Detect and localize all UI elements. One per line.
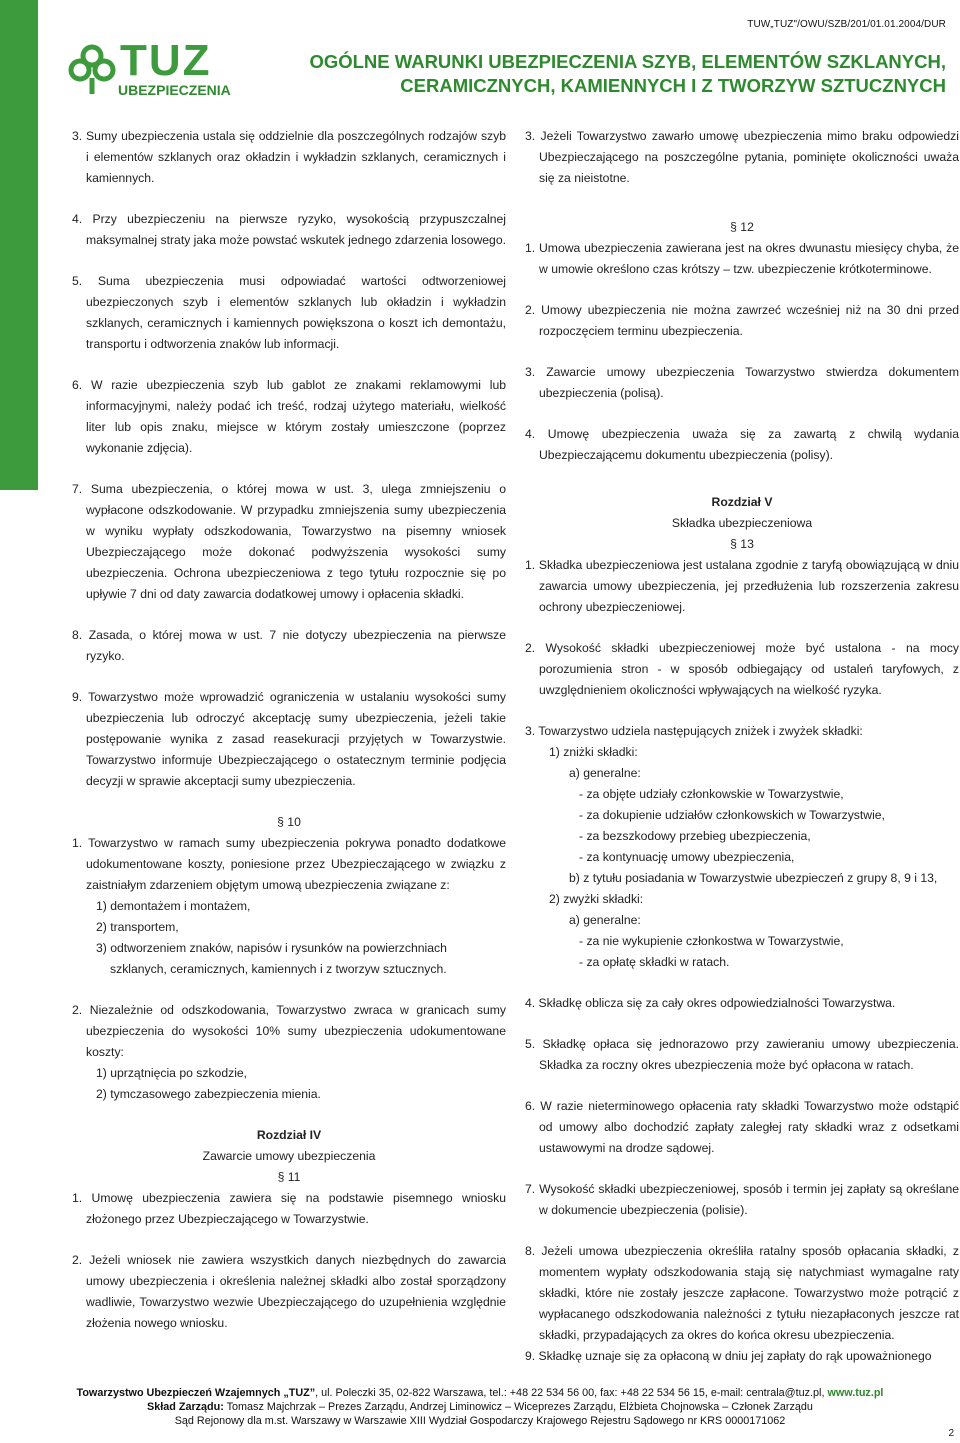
logo-wordmark: TUZ [120,36,212,85]
section-12-para-3: 3. Zawarcie umowy ubezpieczenia Towarzystwo stwierdza dokumentem ubezpieczenia (polisą). [525,365,959,400]
list-item: - za bezszkodowy przebieg ubezpieczenia, [579,829,811,843]
section-13-para-4: 4. Składkę oblicza się za cały okres odpowiedzialności Towarzystwa. [525,996,896,1010]
paragraph-5: 5. Suma ubezpieczenia musi odpowiadać wartości odtworzeniowej ubezpieczonych szyb i elementów szklanych lub okładzin i wykładzin szklanych, ceramicznych i kamiennych powiększona o koszt ich demontażu, transportu i odtworzenia znaków lub informacji. [72,274,506,351]
left-column [72,126,506,1354]
paragraph-6: 6. W razie ubezpieczenia szyb lub gablot ze znakami reklamowymi lub informacyjnymi, należy podać ich treść, rodzaj użytego materiału, wielkość liter lub opis znaku, miejsce w którym zostały umieszczone (poprzez wykonanie zdjęcia). [72,378,506,455]
title-line-1: OGÓLNE WARUNKI UBEZPIECZENIA SZYB, ELEMENTÓW SZKLANYCH, [309,51,946,72]
list-item: - za nie wykupienie członkostwa w Towarzystwie, [579,934,844,948]
footer-court: Sąd Rejonowy dla m.st. Warszawy w Warszawie XIII Wydział Gospodarczy Krajowego Rejestru Sądowego nr KRS 0000171062 [174,1415,786,1427]
list-item: 1) demontażem i montażem, [96,899,251,913]
paragraph-7: 7. Suma ubezpieczenia, o której mowa w ust. 3, ulega zmniejszeniu o wypłacone odszkodowanie. W przypadku zmniejszenia sumy ubezpieczenia w wyniku wypłaty odszkodowania, Towarzystwo na pisemny wniosek Ubezpieczającego może dokonać podwyższenia wysokości sumy ubezpieczenia. Ochrona ubezpieczeniowa z tego tytułu rozpocznie się po upływie 7 dni od daty zawarcia dodatkowej umowy i opłacenia składki. [72,482,506,601]
section-13-para-1: 1. Składka ubezpieczeniowa jest ustalana zgodnie z taryfą obowiązującą w dniu zawarcia umowy ubezpieczenia, jej przedłużenia lub rozszerzenia zakresu ochrony ubezpieczeniowej. [525,558,959,614]
discounts-group: b) z tytułu posiadania w Towarzystwie ubezpieczeń z grupy 8, 9 i 13, [569,871,938,885]
footer-line-1 [0,1386,960,1400]
footer [0,1386,960,1428]
right-column [525,126,959,1387]
paragraph-3-right: 3. Jeżeli Towarzystwo zawarło umowę ubezpieczenia mimo braku odpowiedzi Ubezpieczającego na poszczególne pytania, pominięte okoliczności uważa się za nieistotne. [525,129,959,185]
page-number: 2 [948,1428,954,1439]
section-13-para-6: 6. W razie nieterminowego opłacenia raty składki Towarzystwo może odstąpić od umowy albo dochodzić zapłaty zaległej raty składki wraz z odsetkami ustawowymi na drodze sądowej. [525,1099,959,1155]
logo-subtitle: UBEZPIECZENIA [118,82,231,98]
surcharges-general: a) generalne: [569,913,641,927]
chapter-5-title: Rozdział V [711,495,773,509]
discounts-general: a) generalne: [569,766,641,780]
list-item: - za opłatę składki w ratach. [579,955,730,969]
section-13-para-3: 3. Towarzystwo udziela następujących zniżek i zwyżek składki: [525,724,863,738]
chapter-4-subtitle: Zawarcie umowy ubezpieczenia [202,1149,376,1163]
footer-company: Towarzystwo Ubezpieczeń Wzajemnych „TUZ” [76,1387,316,1399]
discounts-heading: 1) zniżki składki: [549,745,638,759]
section-10-para-2: 2. Niezależnie od odszkodowania, Towarzystwo zwraca w granicach sumy ubezpieczenia do wysokości 10% sumy ubezpieczenia udokumentowane koszty: [72,1003,506,1059]
paragraph-3: 3. Sumy ubezpieczenia ustala się oddzielnie dla poszczególnych rodzajów szyb i elementów szklanych oraz okładzin i wykładzin szklanych, ceramicznych i kamiennych. [72,129,506,185]
footer-website-link[interactable]: www.tuz.pl [827,1387,884,1399]
list-item: 1) uprzątnięcia po szkodzie, [96,1066,248,1080]
section-12-para-2: 2. Umowy ubezpieczenia nie można zawrzeć wcześniej niż na 30 dni przed rozpoczęciem terminu ubezpieczenia. [525,303,959,338]
list-item: 2) tymczasowego zabezpieczenia mienia. [96,1087,321,1101]
surcharges-heading: 2) zwyżki składki: [549,892,644,906]
title-line-2: CERAMICZNYCH, KAMIENNYCH I Z TWORZYW SZTUCZNYCH [400,75,946,96]
paragraph-4: 4. Przy ubezpieczeniu na pierwsze ryzyko, wysokością przypuszczalnej maksymalnej straty jaka może powstać wskutek jednego zdarzenia losowego. [72,212,506,247]
section-11-para-2: 2. Jeżeli wniosek nie zawiera wszystkich danych niezbędnych do zawarcia umowy ubezpieczenia i określenia należnej składki albo został sporządzony wadliwie, Towarzystwo wezwie Ubezpieczającego do uzupełnienia względnie złożenia nowego wniosku. [72,1253,506,1330]
chapter-5-subtitle: Składka ubezpieczeniowa [671,516,813,530]
list-item: - za objęte udziały członkowskie w Towarzystwie, [579,787,844,801]
section-13-para-8: 8. Jeżeli umowa ubezpieczenia określiła ratalny sposób opłacania składki, z momentem wypłaty odszkodowania stają się natychmiast wymagalne raty składki, które nie zostały jeszcze zapłacone. Towarzystwo może potrącić z wypłacanego odszkodowania należności z tytułu niezapłaconych jeszcze rat składki, przypadających za okres do końca okresu ubezpieczenia. [525,1244,959,1342]
footer-board: Tomasz Majchrzak – Prezes Zarządu, Andrzej Liminowicz – Wiceprezes Zarządu, Elżbieta Chojnowska – Członek Zarządu [223,1401,813,1413]
tuz-logo [68,36,243,102]
footer-address: , ul. Poleczki 35, 02-822 Warszawa, tel.: +48 22 534 56 00, fax: +48 22 534 56 15, e-mail: centrala@tuz.pl, [315,1387,828,1399]
section-13-para-2: 2. Wysokość składki ubezpieczeniowej może być ustalona - na mocy porozumienia stron - w sposób odbiegający od ustaleń taryfowych, z uwzględnieniem okoliczności wpływających na wielkość ryzyka. [525,641,959,697]
document-code: TUW„TUZ"/OWU/SZB/201/01.01.2004/DUR [747,19,946,30]
section-11-para-1: 1. Umowę ubezpieczenia zawiera się na podstawie pisemnego wniosku złożonego przez Ubezpieczającego w Towarzystwie. [72,1191,506,1226]
section-11-heading: § 11 [277,1170,301,1184]
section-12-para-4: 4. Umowę ubezpieczenia uważa się za zawartą z chwilą wydania Ubezpieczającemu dokumentu ubezpieczenia (polisy). [525,427,959,462]
footer-board-label: Skład Zarządu: [147,1401,224,1413]
section-12-heading: § 12 [730,220,754,234]
paragraph-9: 9. Towarzystwo może wprowadzić ograniczenia w ustalaniu wysokości sumy ubezpieczenia lub odroczyć akceptację sumy ubezpieczenia, jeżeli takie postępowanie wynika z zasad reasekuracji przyjętych w Towarzystwie. Towarzystwo informuje Ubezpieczającego o ostatecznym terminie podjęcia decyzji w sprawie akceptacji sumy ubezpieczenia. [72,690,506,788]
section-13-para-9: 9. Składkę uznaje się za opłaconą w dniu jej zapłaty do rąk upoważnionego [525,1349,932,1363]
paragraph-8: 8. Zasada, o której mowa w ust. 7 nie dotyczy ubezpieczenia na pierwsze ryzyko. [72,628,506,663]
list-item: 2) transportem, [96,920,179,934]
footer-line-2 [0,1400,960,1414]
side-color-bar [0,0,38,490]
list-item: - za kontynuację umowy ubezpieczenia, [579,850,795,864]
list-item: 3) odtworzeniem znaków, napisów i rysunków na powierzchniach szklanych, ceramicznych, kamiennych i z tworzyw sztucznych. [96,941,447,976]
chapter-4-title: Rozdział IV [256,1128,322,1142]
section-13-heading: § 13 [730,537,754,551]
list-item: - za dokupienie udziałów członkowskich w Towarzystwie, [579,808,885,822]
section-10-para-1: 1. Towarzystwo w ramach sumy ubezpieczenia pokrywa ponadto dodatkowe udokumentowane koszty, poniesione przez Ubezpieczającego w związku z zaistniałym zdarzeniem objętym umową ubezpieczenia związane z: [72,836,506,892]
section-12-para-1: 1. Umowa ubezpieczenia zawierana jest na okres dwunastu miesięcy chyba, że w umowie określono czas krótszy – tzw. ubezpieczenie krótkoterminowe. [525,241,959,276]
section-13-para-5: 5. Składkę opłaca się jednorazowo przy zawieraniu umowy ubezpieczenia. Składka za roczny okres ubezpieczenia może być opłacona w ratach. [525,1037,959,1072]
section-13-para-7: 7. Wysokość składki ubezpieczeniowej, sposób i termin jej zapłaty są określane w dokumencie ubezpieczenia (polisie). [525,1182,959,1217]
section-10-heading: § 10 [277,815,301,829]
document-title [246,50,946,98]
